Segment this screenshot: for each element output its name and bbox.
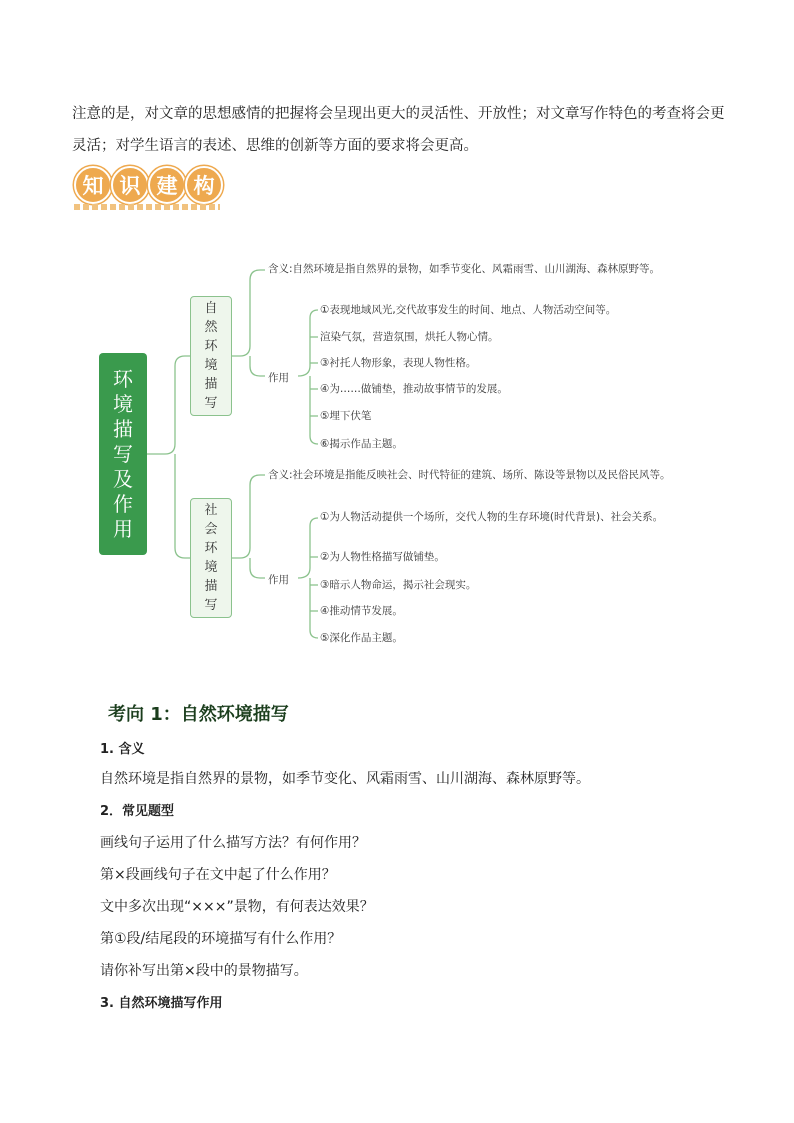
- natural-use-item: ⑥揭示作品主题。: [320, 438, 403, 450]
- mindmap-branch-natural: 自然环境描写: [190, 296, 232, 416]
- natural-use-item: ⑤埋下伏笔: [320, 410, 372, 422]
- social-use-item: ①为人物活动提供一个场所，交代人物的生存环境(时代背景)、社会关系。: [320, 511, 664, 523]
- question-type: 文中多次出现“×××”景物，有何表达效果？: [100, 899, 374, 915]
- natural-use-item: 渲染气氛，营造氛围，烘托人物心情。: [320, 331, 499, 343]
- definition-text: 自然环境是指自然界的景物，如季节变化、风霜雨雪、山川湖海、森林原野等。: [100, 771, 590, 787]
- natural-use-item: ①表现地域风光,交代故事发生的时间、地点、人物活动空间等。: [320, 304, 617, 316]
- question-type: 画线句子运用了什么描写方法？有何作用？: [100, 835, 366, 851]
- badge-char: 识: [111, 166, 149, 204]
- mindmap-branch-social: 社会环境描写: [190, 498, 232, 618]
- heading-definition: 1. 含义: [100, 742, 145, 757]
- social-use-item: ⑤深化作品主题。: [320, 632, 403, 644]
- badge-char: 建: [148, 166, 186, 204]
- social-definition: 含义:社会环境是指能反映社会、时代特征的建筑、场所、陈设等景物以及民俗民风等。: [268, 469, 671, 481]
- social-use-item: ②为人物性格描写做铺垫。: [320, 551, 445, 563]
- question-type: 请你补写出第×段中的景物描写。: [100, 963, 308, 979]
- social-use-label: 作用: [268, 574, 289, 586]
- social-use-item: ④推动情节发展。: [320, 605, 403, 617]
- natural-use-item: ④为……做铺垫，推动故事情节的发展。: [320, 383, 508, 395]
- natural-use-label: 作用: [268, 372, 289, 384]
- heading-natural-functions: 3. 自然环境描写作用: [100, 996, 223, 1011]
- social-use-item: ③暗示人物命运，揭示社会现实。: [320, 579, 477, 591]
- natural-use-item: ③衬托人物形象，表现人物性格。: [320, 357, 477, 369]
- badge-char: 构: [185, 166, 223, 204]
- intro-paragraph: 注意的是，对文章的思想感情的把握将会呈现出更大的灵活性、开放性；对文章写作特色的考查将会更灵活；对学生语言的表述、思维的创新等方面的要求将会更高。: [72, 106, 725, 154]
- section-title: 考向 1：自然环境描写: [108, 704, 289, 725]
- natural-definition: 含义:自然环境是指自然界的景物，如季节变化、风霜雨雪、山川湖海、森林原野等。: [268, 263, 661, 275]
- heading-question-types: 2．常见题型: [100, 804, 175, 819]
- question-type: 第①段/结尾段的环境描写有什么作用？: [100, 931, 342, 947]
- question-type: 第×段画线句子在文中起了什么作用？: [100, 867, 336, 883]
- badge-char: 知: [74, 166, 112, 204]
- mindmap-root: 环境描写及作用: [99, 353, 147, 555]
